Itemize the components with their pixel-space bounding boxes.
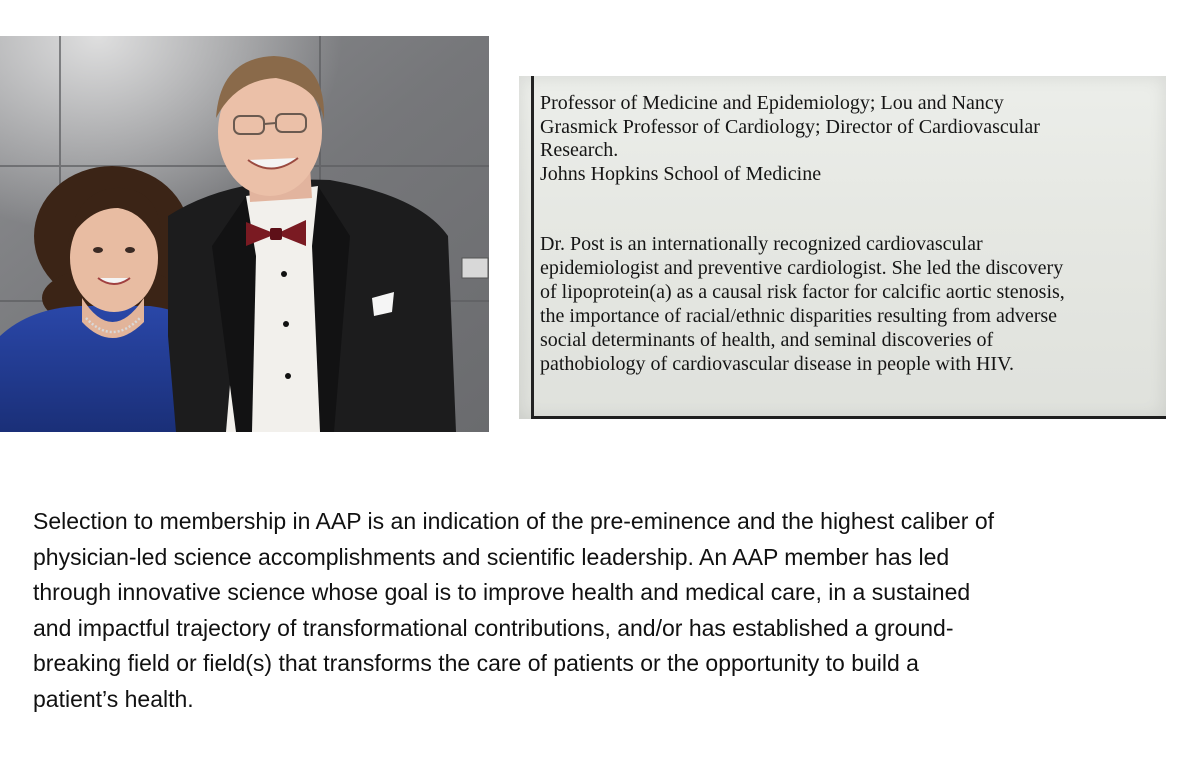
bio-description-line: the importance of racial/ethnic disparities resulting from adverse: [540, 305, 1058, 327]
membership-paragraph: [33, 504, 1173, 718]
bio-description-line: Dr. Post is an internationally recognized cardiovascular: [540, 233, 983, 255]
bio-description-line: of lipoprotein(a) as a causal risk factor for calcific aortic stenosis,: [540, 281, 1065, 303]
bio-description-line: social determinants of health, and seminal discoveries of: [540, 329, 994, 351]
paragraph-line: physician-led science accomplishments and scientific leadership. An AAP member has led: [33, 543, 950, 570]
portrait-photo-icon: [0, 36, 489, 432]
portrait-photo: [0, 36, 489, 432]
paragraph-line: patient’s health.: [33, 685, 194, 712]
bio-card: [519, 76, 1166, 419]
paragraph-line: breaking field or field(s) that transforms the care of patients or the opportunity to build a: [33, 650, 919, 677]
bio-institution: Johns Hopkins School of Medicine: [540, 162, 822, 185]
bio-title-line: Professor of Medicine and Epidemiology; Lou and Nancy: [540, 92, 1004, 114]
bio-description-line: epidemiologist and preventive cardiologist. She led the discovery: [540, 257, 1064, 279]
paragraph-line: Selection to membership in AAP is an indication of the pre-eminence and the highest caliber of: [33, 508, 995, 534]
paragraph-line: and impactful trajectory of transformational contributions, and/or has established a ground-: [33, 614, 954, 641]
bio-title-line: Grasmick Professor of Cardiology; Director of Cardiovascular: [540, 115, 1040, 138]
bio-title-block: [540, 92, 1160, 186]
card-left-edge: [531, 76, 534, 419]
card-bottom-edge: [531, 416, 1166, 419]
bio-description-line: pathobiology of cardiovascular disease in people with HIV.: [540, 353, 1014, 375]
paragraph-line: through innovative science whose goal is to improve health and medical care, in a sustained: [33, 579, 971, 606]
bio-description-block: [540, 232, 1160, 376]
bio-title-line: Research.: [540, 139, 619, 161]
